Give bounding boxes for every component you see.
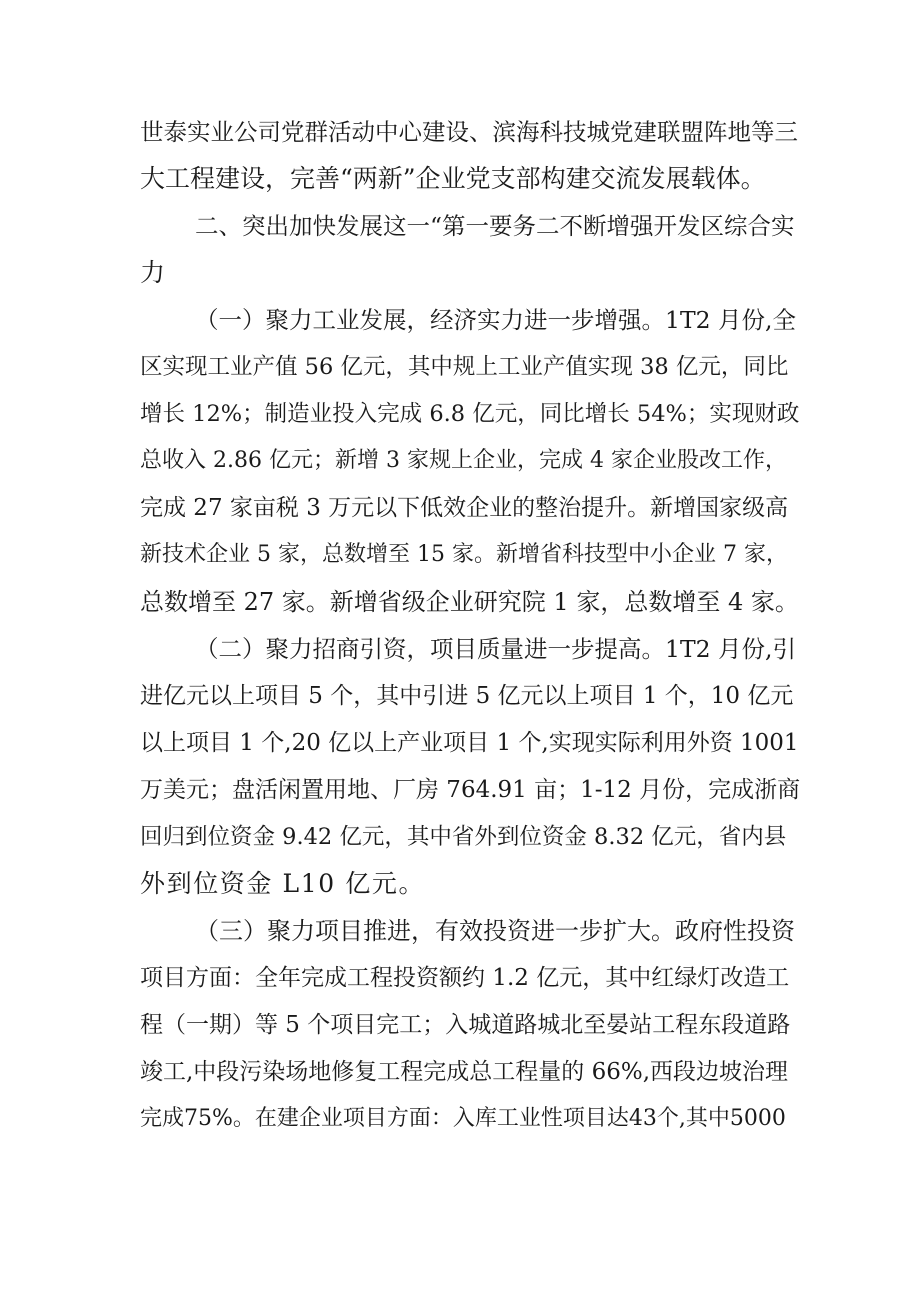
text-line: 总收入 2.86 亿元；新增 3 家规上企业，完成 4 家企业股改工作， bbox=[140, 448, 787, 473]
text-line: 完成75%。在建企业项目方面：入库工业性项目达43个,其中5000 bbox=[140, 1106, 786, 1131]
text-line: 世泰实业公司党群活动中心建设、滨海科技城党建联盟阵地等三 bbox=[140, 118, 798, 146]
text-line: 增长 12%；制造业投入完成 6.8 亿元，同比增长 54%；实现财政 bbox=[140, 401, 800, 427]
text-line: 进亿元以上项目 5 个，其中引进 5 亿元以上项目 1 个，10 亿元 bbox=[140, 683, 794, 709]
paragraph-start: （三）聚力项目推进，有效投资进一步扩大。政府性投资 bbox=[195, 917, 795, 945]
paragraph-start: （二）聚力招商引资，项目质量进一步提高。1T2 月份,引 bbox=[195, 635, 797, 663]
text-line: 竣工,中段污染场地修复工程完成总工程量的 66%,西段边坡治理 bbox=[140, 1059, 789, 1085]
text-line: 新技术企业 5 家，总数增至 15 家。新增省科技型中小企业 7 家， bbox=[140, 542, 788, 567]
text-line: 回归到位资金 9.42 亿元，其中省外到位资金 8.32 亿元，省内县 bbox=[140, 824, 787, 850]
text-line: 总数增至 27 家。新增省级企业研究院 1 家，总数增至 4 家。 bbox=[140, 588, 799, 616]
text-line: 外到位资金 L10 亿元。 bbox=[140, 869, 426, 898]
text-line: 以上项目 1 个,20 亿以上产业项目 1 个,实现实际利用外资 1001 bbox=[140, 730, 799, 756]
text-line: 大工程建设，完善“两新”企业党支部构建交流发展载体。 bbox=[140, 164, 766, 193]
section-heading: 二、突出加快发展这一“第一要务二不断增强开发区综合实 bbox=[195, 212, 795, 240]
text-line: 项目方面：全年完成工程投资额约 1.2 亿元，其中红绿灯改造工 bbox=[140, 965, 790, 991]
section-heading-continued: 力 bbox=[140, 258, 167, 287]
text-line: 区实现工业产值 56 亿元，其中规上工业产值实现 38 亿元，同比 bbox=[140, 354, 789, 380]
paragraph-start: （一）聚力工业发展，经济实力进一步增强。1T2 月份,全 bbox=[195, 306, 797, 334]
text-line: 完成 27 家亩税 3 万元以下低效企业的整治提升。新增国家级高 bbox=[140, 495, 789, 521]
text-line: 万美元；盘活闲置用地、厂房 764.91 亩；1-12 月份，完成浙商 bbox=[140, 777, 801, 803]
text-line: 程（一期）等 5 个项目完工；入城道路城北至晏站工程东段道路 bbox=[140, 1012, 791, 1038]
